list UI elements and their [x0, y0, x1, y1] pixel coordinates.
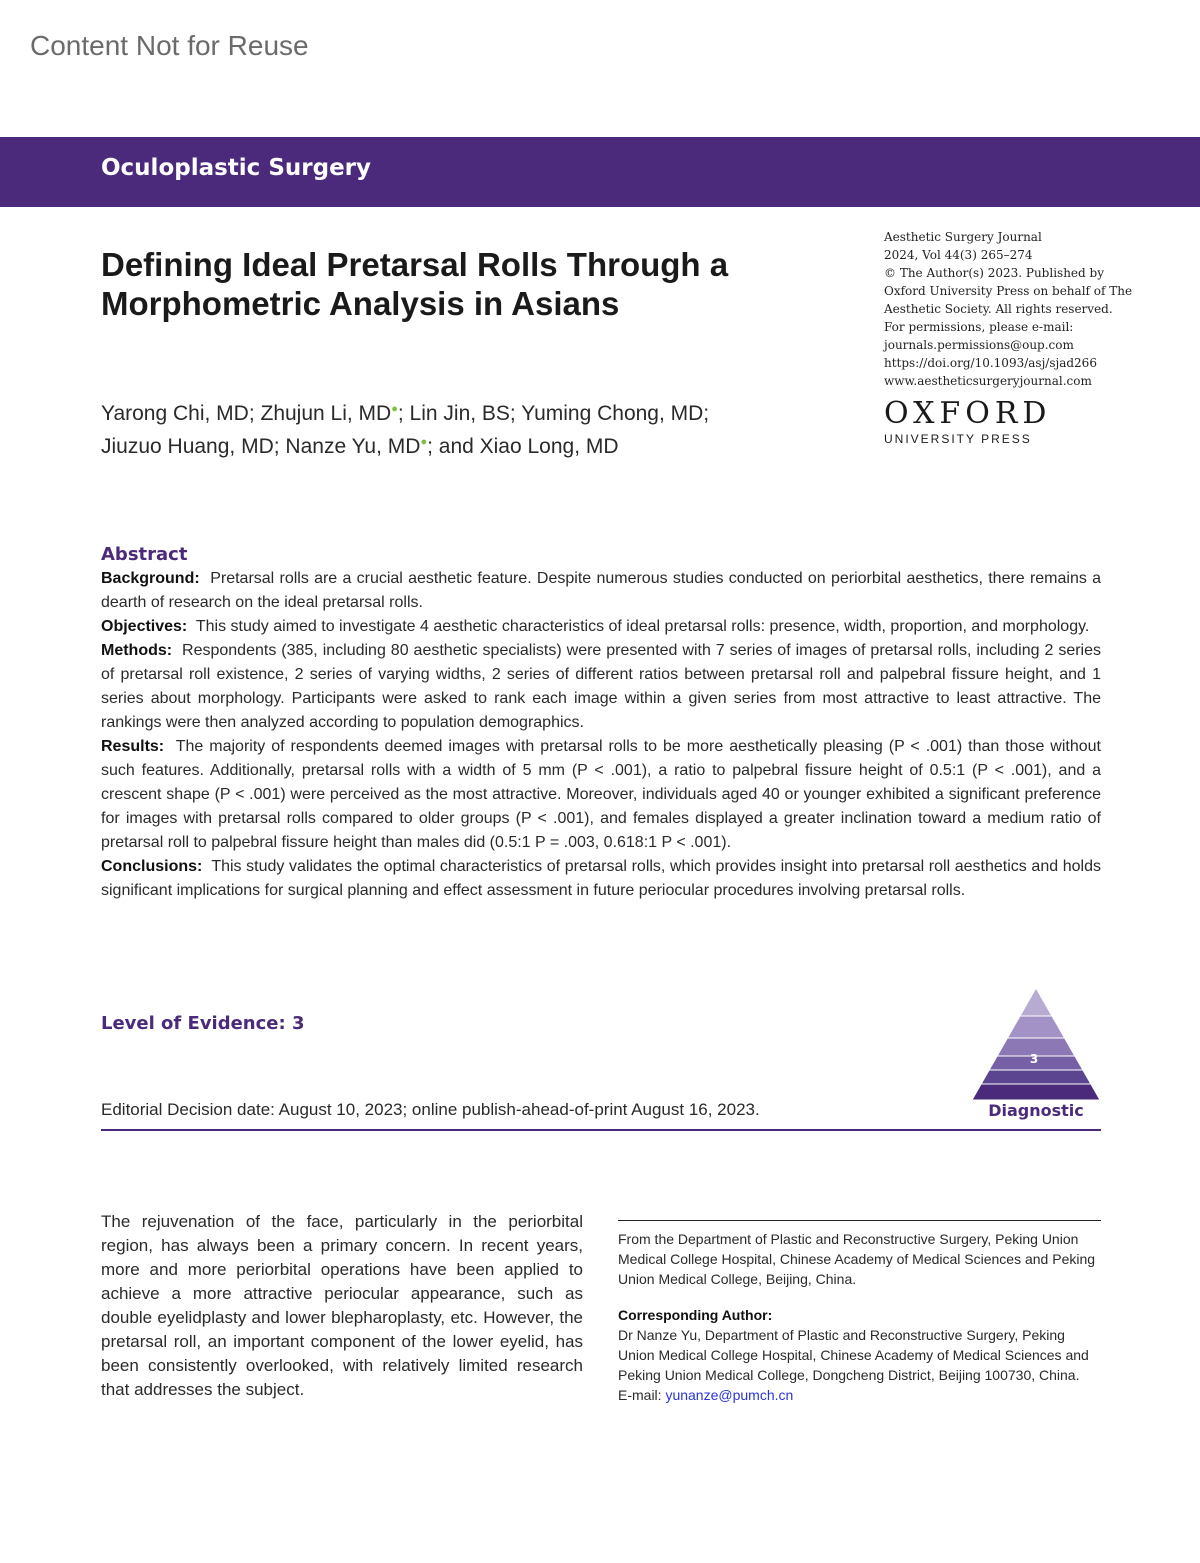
evidence-pyramid-icon [970, 988, 1102, 1102]
article-title: Defining Ideal Pretarsal Rolls Through a Morphometric Analysis in Asians [101, 246, 729, 322]
pyramid-level-number: 3 [1029, 1052, 1039, 1066]
abstract-methods [101, 639, 1101, 735]
oxford-wordmark: OXFORD [884, 396, 1052, 431]
university-press-wordmark: UNIVERSITY PRESS [884, 432, 1032, 446]
doi-link[interactable]: https://doi.org/10.1093/asj/sjad266 [884, 356, 1097, 370]
conclusions-label: Conclusions: [101, 858, 203, 875]
objectives-text: This study aimed to investigate 4 aesthetic characteristics of ideal pretarsal rolls: presence, width, proportion, and morphology. [195, 618, 1090, 635]
objectives-label: Objectives: [101, 618, 188, 635]
authors-line2-a: Jiuzuo Huang, MD; Nanze Yu, MD [101, 435, 421, 458]
corresponding-author-address: Dr Nanze Yu, Department of Plastic and Reconstructive Surgery, Peking Union Medical College Hospital, Chinese Academy of Medical Sciences and Peking Union Medical College, Dongcheng District, Beijing 100730, China. [618, 1327, 1089, 1383]
authors-line1-b: ; Lin Jin, BS; Yuming Chong, MD; [397, 402, 710, 425]
authors-line2-b: ; and Xiao Long, MD [427, 435, 619, 458]
corresponding-author-label: Corresponding Author: [618, 1307, 773, 1323]
methods-label: Methods: [101, 642, 173, 659]
editorial-decision: Editorial Decision date: August 10, 2023; online publish-ahead-of-print August 16, 2023. [101, 1100, 760, 1119]
abstract-conclusions [101, 855, 1101, 903]
section-divider [101, 1129, 1101, 1131]
background-label: Background: [101, 570, 200, 587]
copyright-line: © The Author(s) 2023. Published by [884, 266, 1104, 280]
orcid-icon[interactable]: ● [420, 436, 428, 448]
authors-line1-a: Yarong Chi, MD; Zhujun Li, MD [101, 402, 392, 425]
results-text: The majority of respondents deemed images with pretarsal rolls to be more aesthetically pleasing (P < .001) than those without such features. Additionally, pretarsal rolls with a width of 5 mm (P < .001), a ratio to palpebral fissure height of 0.5:1 (P < .001), and a crescent shape (P < .001) were perceived as the most attractive. Moreover, individuals aged 40 or younger exhibited a significant preference for images with pretarsal rolls compared to older groups (P < .001), and females displayed a greater inclination toward a medium ratio of pretarsal roll to palpebral fissure height than males did (0.5:1 P = .003, 0.618:1 P < .001). [101, 738, 1102, 851]
affiliation-block [618, 1229, 1103, 1405]
journal-website-link[interactable]: www.aestheticsurgeryjournal.com [884, 374, 1092, 388]
email-label: E-mail: [618, 1387, 666, 1403]
abstract-objectives [101, 615, 1101, 639]
pyramid-band [972, 1084, 1100, 1100]
pyramid-band [1020, 988, 1052, 1016]
watermark: Content Not for Reuse [30, 30, 309, 61]
journal-info [884, 228, 1144, 390]
level-of-evidence: Level of Evidence: 3 [101, 1013, 305, 1034]
background-text: Pretarsal rolls are a crucial aesthetic feature. Despite numerous studies conducted on periorbital aesthetics, there remains a dearth of research on the ideal pretarsal rolls. [101, 570, 1102, 611]
section-banner [0, 137, 1200, 207]
orcid-icon[interactable]: ● [391, 403, 398, 415]
oxford-logo [884, 398, 1114, 446]
permissions-line: For permissions, please e-mail: [884, 320, 1074, 334]
department-affiliation: From the Department of Plastic and Reconstructive Surgery, Peking Union Medical College Hospital, Chinese Academy of Medical Sciences and Peking Union Medical College, Beijing, China. [618, 1231, 1096, 1287]
abstract-heading: Abstract [101, 544, 188, 565]
abstract-background [101, 567, 1101, 615]
email-link[interactable]: yunanze@pumch.cn [665, 1387, 794, 1403]
pyramid-band [981, 1070, 1091, 1084]
journal-name: Aesthetic Surgery Journal [884, 230, 1042, 244]
methods-text: Respondents (385, including 80 aesthetic specialists) were presented with 7 series of images of pretarsal rolls, including 2 series of pretarsal roll existence, 2 series of varying widths, 2 series of different ratios between pretarsal roll and palpebral fissure height, and 1 series about morphology. Participants were asked to rank each image within a given series from most attractive to least attractive. The rankings were then analyzed according to population demographics. [101, 642, 1102, 731]
results-label: Results: [101, 738, 165, 755]
abstract [101, 543, 1101, 903]
copyright-line: Aesthetic Society. All rights reserved. [884, 302, 1113, 316]
abstract-results [101, 735, 1101, 855]
pyramid-band [1007, 1016, 1064, 1038]
section-title: Oculoplastic Surgery [101, 155, 372, 181]
intro-paragraph: The rejuvenation of the face, particularly in the periorbital region, has always been a primary concern. In recent years, more and more periorbital operations have been applied to achieve a more attractive periocular appearance, such as double eyelidplasty and lower blepharoplasty, etc. However, the pretarsal roll, an important component of the lower eyelid, has been consistently overlooked, with relatively limited research that addresses the subject. [101, 1212, 583, 1399]
permissions-email[interactable]: journals.permissions@oup.com [884, 338, 1074, 352]
journal-volume: 2024, Vol 44(3) 265–274 [884, 248, 1033, 262]
author-list [101, 395, 821, 461]
affiliation-divider [618, 1220, 1101, 1221]
copyright-line: Oxford University Press on behalf of The [884, 284, 1133, 298]
pyramid-caption: Diagnostic [988, 1101, 1084, 1120]
email-line [618, 1385, 1103, 1405]
conclusions-text: This study validates the optimal characteristics of pretarsal rolls, which provides insight into pretarsal roll aesthetics and holds significant implications for surgical planning and effect assessment in future periocular procedures involving pretarsal rolls. [101, 858, 1101, 899]
